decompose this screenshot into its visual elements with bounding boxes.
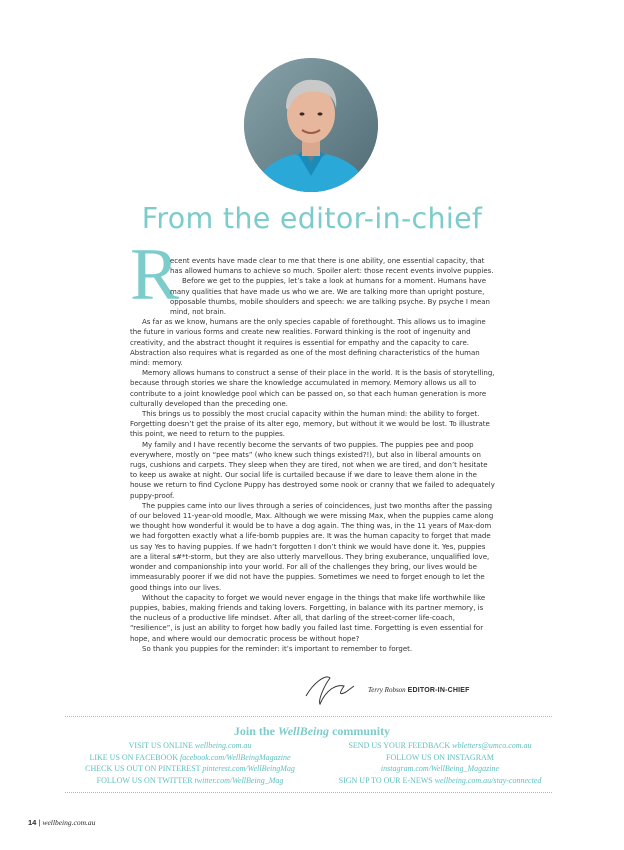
footer-site: wellbeing.com.au: [42, 818, 96, 827]
paragraph: Before we get to the puppies, let’s take a look at humans for a moment. Humans have many qualities that have made us who we are. We are talking more than upright posture, opposable thumbs, mobile shoulders and speech: we are talking psyche. By psyche I mean mind, not brain.: [170, 277, 490, 317]
drop-cap: R: [130, 234, 180, 316]
editorial-body: [130, 256, 495, 654]
community-links-left: [80, 740, 300, 786]
link-website[interactable]: VISIT US ONLINE wellbeing.com.au: [128, 741, 252, 750]
link-pinterest[interactable]: CHECK US OUT ON PINTEREST pinterest.com/WellBeingMag: [85, 764, 295, 773]
divider-top: [65, 716, 552, 717]
page-footer: 14 | wellbeing.com.au: [28, 818, 96, 827]
paragraph: The puppies came into our lives through a series of coincidences, just two months after the passing of our beloved 11-year-old moodle, Max. Although we were missing Max, when the puppies came along we thought how wonderful it would be to have a dog again. The thing was, in the 11 years of Max-dom we had forgotten exactly what a life-bomb puppies are. It was the human capacity to forget that made us say Yes to having puppies. If we hadn’t forgotten I don’t think we would have done it. Yes, puppies are a literal s#*t-storm, but they are also utterly marvellous. They bring exuberance, unqualified love, wonder and companionship into your world. For all of the challenges they bring, our lives would be immeasurably poorer if we did not have the puppies. Sometimes we need to forget enough to let the good things into our lives.: [130, 501, 494, 592]
brand-name: WellBeing: [277, 724, 330, 738]
paragraph: This brings us to possibly the most crucial capacity within the human mind: the ability to forget. Forgetting doesn’t get the praise of its alter ego, memory, but without it we would be lost. To illustrate this point, we need to return to the puppies.: [130, 410, 490, 439]
link-enews[interactable]: SIGN UP TO OUR E-NEWS wellbeing.com.au/stay-connected: [338, 775, 542, 785]
signature-line: [368, 686, 470, 694]
editor-name: Terry Robson: [368, 686, 406, 694]
editor-portrait: [244, 58, 378, 192]
divider-bottom: [65, 792, 552, 793]
link-instagram-label: FOLLOW US ON INSTAGRAM: [386, 752, 494, 762]
paragraph: As far as we know, humans are the only species capable of forethought. This allows us to imagine the future in various forms and create new realities. Forward thinking is the root of ingenuity and creativity, and the abstract thought it requires is essential for empathy and the capacity to care. Abstraction also requires what is regarded as one of the most defining characteristics of the human mind: memory.: [130, 318, 486, 368]
paragraph: So thank you puppies for the reminder: it’s important to remember to forget.: [142, 644, 413, 653]
paragraph: ecent events have made clear to me that there is one ability, one essential capacity, that has allowed humans to achieve so much. Spoiler alert: those recent events involve puppies.: [170, 257, 494, 276]
signature-scribble-icon: [300, 660, 360, 710]
link-instagram[interactable]: instagram.com/WellBeing_Magazine: [380, 764, 500, 773]
paragraph: Memory allows humans to construct a sense of their place in the world. It is the basis of storytelling, because through stories we share the knowledge accumulated in memory. Memory allows us all to contribute to a joint knowledge pool which can be passed on, so that each human generation is more culturally developed than the preceding one.: [130, 369, 495, 408]
community-heading: Join the WellBeing community: [233, 724, 391, 738]
link-facebook[interactable]: LIKE US ON FACEBOOK facebook.com/WellBeingMagazine: [89, 752, 291, 762]
portrait-photo-icon: [244, 58, 378, 192]
link-twitter[interactable]: FOLLOW US ON TWITTER twitter.com/WellBeing_Mag: [96, 775, 284, 785]
page-title: From the editor-in-chief: [141, 202, 483, 235]
community-links-right: [320, 740, 560, 786]
paragraph: My family and I have recently become the servants of two puppies. The puppies pee and poop everywhere, mostly on “pee mats” (who knew such things existed?!), but also in liberal amounts on rugs, cushions and carpets. They sleep when they are tired, not when we are tired, and don’t hesitate to keep us awake at night. Our social life is curtailed because if we dare to leave them alone in the house we return to find Cyclone Puppy has destroyed some nook or cranny that we failed to adequately puppy-proof.: [130, 440, 495, 500]
link-feedback-email[interactable]: SEND US YOUR FEEDBACK wbletters@umco.com.au: [348, 741, 532, 750]
editor-role: EDITOR-IN-CHIEF: [407, 687, 470, 694]
paragraph: Without the capacity to forget we would never engage in the things that make life worthwhile like puppies, babies, making friends and taking lovers. Forgetting, in balance with its partner memory, is the nucleus of a productive life mindset. After all, that darling of the street-corner life-coach, “resilience”, is just an ability to forget how badly you failed last time. Forgetting is even essential for hope, and where would our democratic process be without hope?: [130, 593, 486, 643]
page-number: 14: [28, 818, 37, 827]
